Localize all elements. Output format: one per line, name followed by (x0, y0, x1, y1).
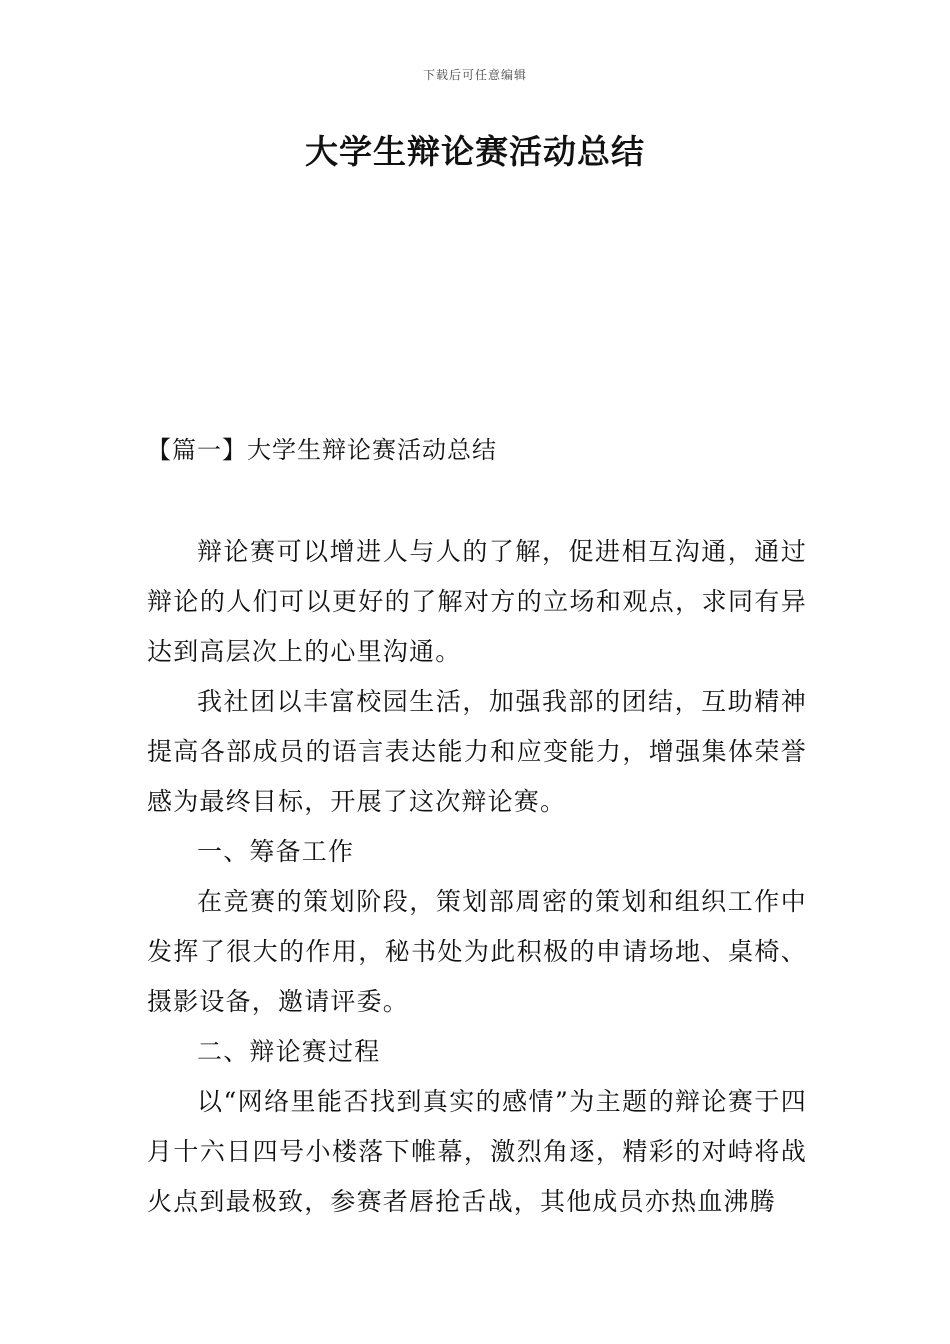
section-heading: 【篇一】大学生辩论赛活动总结 (147, 436, 497, 464)
paragraph-preparation: 在竞赛的策划阶段，策划部周密的策划和组织工作中发挥了很大的作用，秘书处为此积极的申请场地、桌椅、摄影设备，邀请评委。 (147, 887, 807, 1016)
paragraph-goal: 我社团以丰富校园生活，加强我部的团结，互助精神提高各部成员的语言表达能力和应变能力，增强集体荣誉感为最终目标，开展了这次辩论赛。 (147, 687, 807, 816)
paragraph-intro: 辩论赛可以增进人与人的了解，促进相互沟通，通过辩论的人们可以更好的了解对方的立场和观点，求同有异达到高层次上的心里沟通。 (147, 537, 807, 666)
document-body (147, 527, 807, 1227)
subheading-preparation: 一、筹备工作 (197, 837, 355, 866)
document-title: 大学生辩论赛活动总结 (305, 132, 645, 171)
subheading-process: 二、辩论赛过程 (197, 1037, 381, 1066)
header-note: 下载后可任意编辑 (422, 68, 527, 82)
paragraph-process: 以“网络里能否找到真实的感情”为主题的辩论赛于四月十六日四号小楼落下帷幕，激烈角逐，精彩的对峙将战火点到最极致，参赛者唇抢舌战，其他成员亦热血沸腾 (147, 1087, 807, 1216)
